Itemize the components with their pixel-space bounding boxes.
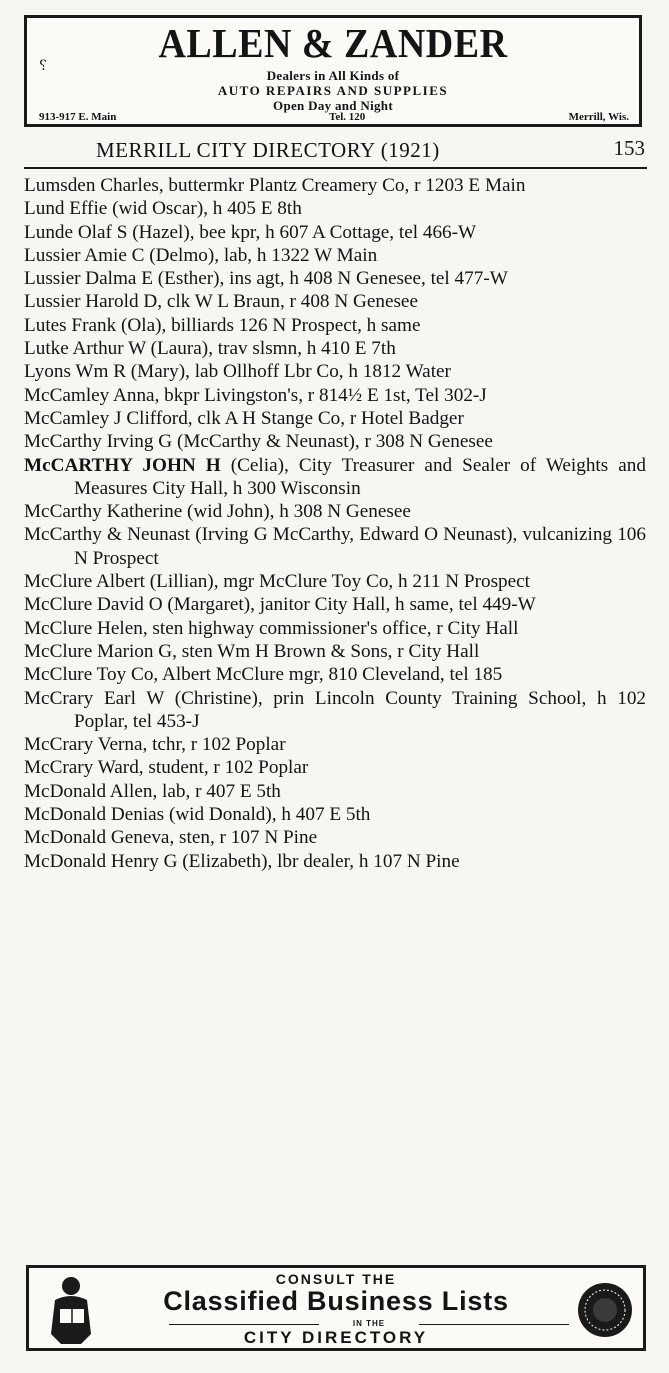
entry-name: McCamley Anna bbox=[24, 384, 155, 406]
entry-name: McCrary Verna bbox=[24, 734, 143, 756]
entry-name: Lussier Dalma E bbox=[24, 268, 153, 290]
ad-allen-zander bbox=[24, 15, 642, 127]
directory-entry bbox=[24, 523, 646, 570]
entry-name: McClure Toy Co bbox=[24, 664, 154, 686]
entry-details: , clk A H Stange Co, r Hotel Badger bbox=[187, 407, 464, 429]
directory-entry bbox=[24, 570, 646, 593]
entry-details: (Hazel), bee kpr, h 607 A Cottage, tel 466-W bbox=[127, 221, 477, 243]
entry-name: McClure Helen bbox=[24, 617, 143, 639]
entry-name: McClure Marion G bbox=[24, 640, 173, 662]
entry-name: McClure David O bbox=[24, 594, 163, 616]
ad-telephone: Tel. 120 bbox=[329, 111, 366, 123]
directory-entry bbox=[24, 687, 646, 734]
page-title: MERRILL CITY DIRECTORY (1921) bbox=[96, 138, 440, 162]
entry-details: (Margaret), janitor City Hall, h same, tel 449-W bbox=[162, 594, 536, 616]
entry-name: McDonald Geneva bbox=[24, 827, 170, 849]
entry-name: Lussier Amie C bbox=[24, 244, 145, 266]
entry-name: McCARTHY JOHN H bbox=[24, 454, 221, 476]
entry-details: (Christine), prin Lincoln County Training School, h 102 Poplar, tel 453-J bbox=[74, 687, 647, 732]
entry-name: McCarthy & Neunast bbox=[24, 524, 191, 546]
directory-entry bbox=[24, 617, 646, 640]
entry-details: (Mary), lab Ollhoff Lbr Co, h 1812 Water bbox=[126, 361, 451, 383]
entry-details: , sten highway commissioner's office, r City Hall bbox=[142, 617, 519, 639]
entry-details: (Delmo), lab, h 1322 W Main bbox=[144, 244, 378, 266]
entry-details: , buttermkr Plantz Creamery Co, r 1203 E Main bbox=[158, 175, 526, 196]
entry-name: McClure Albert bbox=[24, 571, 145, 593]
entry-details: (wid Oscar), h 405 E 8th bbox=[107, 198, 302, 220]
entry-details: , student, r 102 Poplar bbox=[138, 757, 309, 779]
entry-details: (Celia), City Treasurer and Sealer of Weights and Measures City Hall, h 300 Wisconsin bbox=[74, 454, 646, 499]
ad-city-directory: CITY DIRECTORY bbox=[243, 1328, 429, 1347]
entry-details: (Elizabeth), lbr dealer, h 107 N Pine bbox=[177, 850, 460, 872]
directory-entry bbox=[24, 174, 646, 197]
entry-name: Lutke Arthur W bbox=[24, 338, 146, 360]
directory-entry bbox=[24, 360, 646, 383]
entry-name: McCarthy Irving G bbox=[24, 431, 173, 453]
directory-entry bbox=[24, 244, 646, 267]
ad-line-auto: AUTO REPAIRS AND SUPPLIES bbox=[217, 83, 449, 98]
entry-details: , sten, r 107 N Pine bbox=[169, 827, 318, 849]
directory-entry bbox=[24, 733, 646, 756]
entry-details: (wid Donald), h 407 E 5th bbox=[164, 804, 371, 826]
ad-city: Merrill, Wis. bbox=[568, 111, 629, 123]
entry-details: , Albert McClure mgr, 810 Cleveland, tel 185 bbox=[153, 664, 503, 686]
ad-address: 913-917 E. Main bbox=[39, 111, 117, 123]
entry-name: Lussier Harold D bbox=[24, 291, 158, 313]
entry-details: (Ola), billiards 126 N Prospect, h same bbox=[116, 314, 421, 336]
directory-entry bbox=[24, 593, 646, 616]
ad-classified-lists bbox=[26, 1265, 646, 1351]
entry-name: McDonald Allen bbox=[24, 780, 153, 802]
directory-entry bbox=[24, 803, 646, 826]
entry-name: Lund Effie bbox=[24, 198, 108, 220]
entry-name: Lutes Frank bbox=[24, 314, 117, 336]
entry-details: (wid John), h 308 N Genesee bbox=[182, 501, 411, 523]
margin-mark-icon: ⸮ bbox=[39, 59, 47, 74]
header-divider bbox=[24, 167, 647, 169]
directory-entry bbox=[24, 780, 646, 803]
page-number: 153 bbox=[613, 136, 645, 160]
directory-entry bbox=[24, 197, 646, 220]
entry-details: (Laura), trav slsmn, h 410 E 7th bbox=[145, 338, 396, 360]
entry-details: , bkpr Livingston's, r 814½ E 1st, Tel 302-J bbox=[154, 384, 487, 406]
entry-details: , lab, r 407 E 5th bbox=[152, 780, 281, 802]
directory-entry bbox=[24, 756, 646, 779]
entry-details: , sten Wm H Brown & Sons, r City Hall bbox=[172, 640, 480, 662]
ad-line-dealers: Dealers in All Kinds of bbox=[266, 68, 400, 83]
entry-name: McCrary Earl W bbox=[24, 687, 165, 709]
entry-name: McDonald Henry G bbox=[24, 850, 178, 872]
directory-entry bbox=[24, 384, 646, 407]
entry-details: (McCarthy & Neunast), r 308 N Genesee bbox=[172, 431, 493, 453]
entry-details: , tchr, r 102 Poplar bbox=[142, 734, 286, 756]
directory-entry bbox=[24, 337, 646, 360]
ad-line-open: Open Day and Night bbox=[273, 98, 393, 113]
entry-details: (Irving G McCarthy, Edward O Neunast), vulcanizing 106 N Prospect bbox=[74, 524, 646, 569]
ad-in-the: IN THE bbox=[352, 1319, 386, 1328]
entry-name: McCamley J Clifford bbox=[24, 407, 188, 429]
directory-entry bbox=[24, 314, 646, 337]
round-seal-icon bbox=[577, 1282, 633, 1338]
directory-entry bbox=[24, 221, 646, 244]
directory-entry bbox=[24, 430, 646, 453]
ad-classified-title: Classified Business Lists bbox=[163, 1286, 509, 1316]
ad-rule-left bbox=[169, 1324, 319, 1325]
directory-entry bbox=[24, 267, 646, 290]
entry-details: , clk W L Braun, r 408 N Genesee bbox=[157, 291, 418, 313]
entry-name: McCarthy Katherine bbox=[24, 501, 183, 523]
directory-entry bbox=[24, 663, 646, 686]
entry-name: McCrary Ward bbox=[24, 757, 139, 779]
ad-rule-right bbox=[419, 1324, 569, 1325]
entry-name: Lunde Olaf S bbox=[24, 221, 128, 243]
entry-name: Lumsden Charles bbox=[24, 175, 159, 196]
directory-entry bbox=[24, 500, 646, 523]
entry-details: (Esther), ins agt, h 408 N Genesee, tel 477-W bbox=[152, 268, 508, 290]
ad-consult: CONSULT THE bbox=[275, 1271, 397, 1287]
directory-entry bbox=[24, 850, 646, 873]
directory-entry bbox=[24, 407, 646, 430]
entry-name: Lyons Wm R bbox=[24, 361, 126, 383]
directory-entry bbox=[24, 454, 646, 501]
ad-brand: ALLEN & ZANDER bbox=[158, 21, 508, 67]
directory-entry bbox=[24, 826, 646, 849]
directory-entry bbox=[24, 290, 646, 313]
entry-name: McDonald Denias bbox=[24, 804, 165, 826]
directory-entry bbox=[24, 640, 646, 663]
directory-entries bbox=[24, 174, 646, 873]
entry-details: (Lillian), mgr McClure Toy Co, h 211 N Prospect bbox=[144, 571, 530, 593]
